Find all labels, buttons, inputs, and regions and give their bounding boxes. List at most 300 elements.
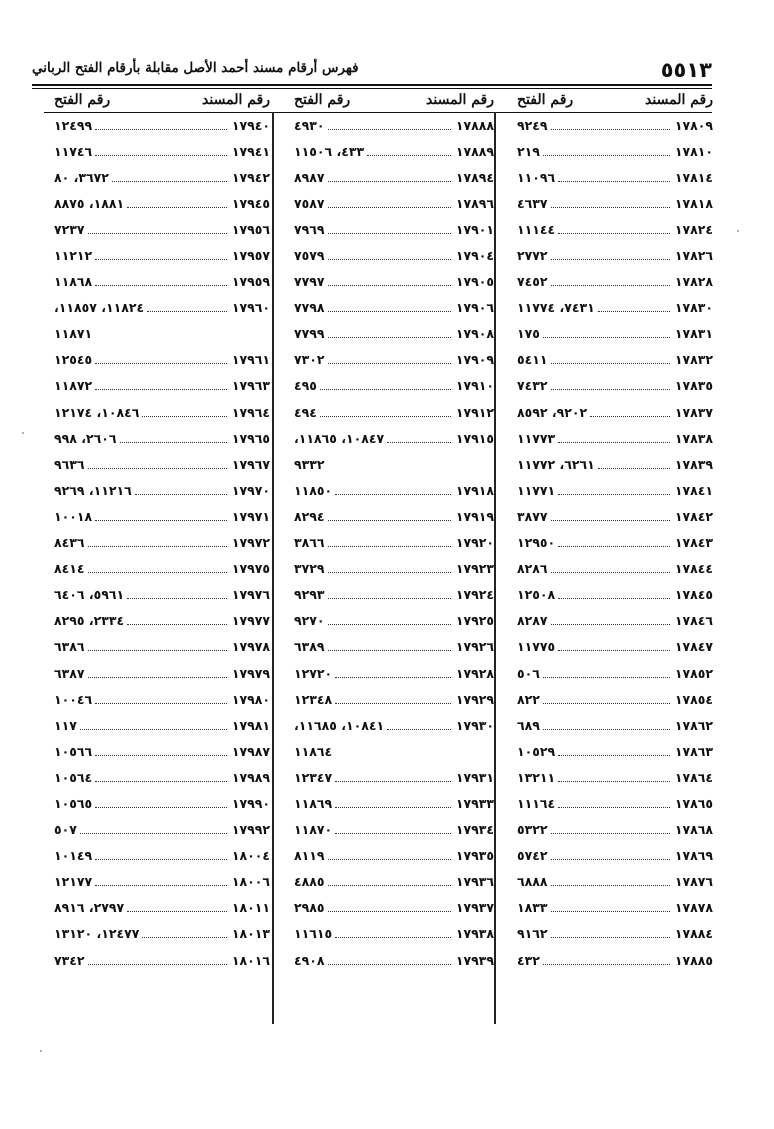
index-entry <box>294 608 494 634</box>
column-divider-right <box>494 112 496 1024</box>
index-entry <box>294 869 494 895</box>
index-entry <box>517 112 713 138</box>
musnad-number: ١٧٨٨٨ <box>455 117 494 133</box>
fath-number: ٦٣٨٩ <box>294 639 325 655</box>
dot-leader <box>95 755 227 756</box>
musnad-number: ١٧٨٨٩ <box>455 143 494 159</box>
index-entry <box>517 451 713 477</box>
musnad-number: ١٧٩١٠ <box>455 378 494 394</box>
index-entry <box>517 660 713 686</box>
musnad-number: ١٧٨٢٦ <box>674 248 713 264</box>
dot-leader <box>558 598 670 599</box>
musnad-number: ١٧٨٣٨ <box>674 430 713 446</box>
dot-leader <box>558 442 670 443</box>
fath-number: ١٠٨٤٧، ١١٨٦٥، <box>294 430 385 446</box>
fath-number: ١١٨٦٩ <box>294 795 333 811</box>
fath-number: ٩٢٤٩ <box>517 117 548 133</box>
fath-number: ٧٧٩٧ <box>294 274 325 290</box>
musnad-number: ١٧٩١٨ <box>455 482 494 498</box>
index-entry <box>294 843 494 869</box>
index-entry <box>294 556 494 582</box>
index-entry <box>517 425 713 451</box>
musnad-number: ١٧٨٩٤ <box>455 169 494 185</box>
index-entry <box>517 843 713 869</box>
fath-number: ١٢٤٩٩ <box>54 117 93 133</box>
index-entry <box>54 425 270 451</box>
index-entry <box>54 556 270 582</box>
dot-leader <box>95 885 227 886</box>
fath-number: ١١٨٧١ <box>54 326 93 342</box>
fath-number: ٤٩٠٨ <box>294 952 325 968</box>
index-entry <box>54 817 270 843</box>
column-header <box>517 88 713 112</box>
fath-number: ٧٤٣١، ١١٧٧٤ <box>517 300 595 316</box>
musnad-number: ١٧٩٣٧ <box>455 900 494 916</box>
index-entry <box>54 764 270 790</box>
scan-speck <box>737 230 739 232</box>
index-entry <box>517 947 713 973</box>
musnad-number: ١٧٨٤٤ <box>674 561 713 577</box>
index-entry <box>294 895 494 921</box>
dot-leader <box>88 572 227 573</box>
index-entry <box>517 138 713 164</box>
dot-leader <box>142 416 226 417</box>
dot-leader <box>590 416 670 417</box>
dot-leader <box>543 964 670 965</box>
index-entry <box>54 530 270 556</box>
musnad-number: ١٧٨٤٣ <box>674 535 713 551</box>
fath-number: ١١٨٦٤ <box>294 743 333 759</box>
musnad-number: ١٨٠١٦ <box>231 952 270 968</box>
fath-number: ١١٨٧٠ <box>294 822 333 838</box>
index-entry <box>294 164 494 190</box>
dot-leader <box>95 389 227 390</box>
dot-leader <box>543 337 670 338</box>
musnad-number: ١٧٩٦٠ <box>231 300 270 316</box>
dot-leader <box>88 546 227 547</box>
musnad-number: ١٧٨٦٩ <box>674 848 713 864</box>
fath-number: ٣٨٦٦ <box>294 535 325 551</box>
header-fath-number: رقم الفتح <box>517 92 574 108</box>
musnad-number: ١٧٩٢٨ <box>455 665 494 681</box>
index-entry <box>294 582 494 608</box>
header-musnad-number: رقم المسند <box>426 92 494 108</box>
fath-number: ٦٢٦١، ١١٧٧٢ <box>517 456 595 472</box>
musnad-number: ١٧٩٠٦ <box>455 300 494 316</box>
fath-number: ١١٨٦٨ <box>54 274 93 290</box>
index-entry <box>294 530 494 556</box>
index-entry <box>294 399 494 425</box>
musnad-number: ١٨٠٠٤ <box>231 848 270 864</box>
musnad-number: ١٧٨٥٢ <box>674 665 713 681</box>
fath-number: ١٨٣٣ <box>517 900 548 916</box>
index-entry <box>294 634 494 660</box>
index-entry <box>294 347 494 373</box>
index-entry <box>294 451 494 477</box>
musnad-number: ١٧٩٣٤ <box>455 822 494 838</box>
index-entry <box>517 686 713 712</box>
musnad-number: ١٧٩٠٤ <box>455 248 494 264</box>
index-entry <box>517 269 713 295</box>
fath-number: ٧٧٩٨ <box>294 300 325 316</box>
dot-leader <box>320 389 451 390</box>
fath-number: ١٠١٤٩ <box>54 848 93 864</box>
fath-number: ٨٢٨٧ <box>517 613 548 629</box>
fath-number: ١١٧٧٥ <box>517 639 556 655</box>
index-entry <box>517 164 713 190</box>
index-entry <box>294 738 494 764</box>
musnad-number: ١٧٨٩٦ <box>455 195 494 211</box>
dot-leader <box>558 181 670 182</box>
fath-number: ٢٧٩٧، ٨٩١٦ <box>54 900 125 916</box>
index-entry <box>54 843 270 869</box>
fath-number: ١٢٤٧٧، ١٣١٢٠ <box>54 926 140 942</box>
dot-leader <box>335 677 451 678</box>
index-entry <box>54 347 270 373</box>
index-entry <box>294 790 494 816</box>
musnad-number: ١٧٩٦٤ <box>231 404 270 420</box>
musnad-number: ١٧٨٤٥ <box>674 587 713 603</box>
musnad-number: ١٧٩١٢ <box>455 404 494 420</box>
column-header <box>54 88 270 112</box>
musnad-number: ١٧٩٦٣ <box>231 378 270 394</box>
dot-leader <box>328 964 451 965</box>
index-entry <box>54 477 270 503</box>
index-entry <box>517 582 713 608</box>
index-entry <box>294 216 494 242</box>
fath-number: ٦٣٨٦ <box>54 639 85 655</box>
dot-leader <box>551 885 670 886</box>
fath-number: ٦٣٨٧ <box>54 665 85 681</box>
fath-number: ٥٩٦١، ٦٤٠٦ <box>54 587 125 603</box>
musnad-number: ١٧٩٦٧ <box>231 456 270 472</box>
musnad-number: ١٧٩٢٩ <box>455 691 494 707</box>
fath-number: ٥٠٦ <box>517 665 540 681</box>
musnad-number: ١٧٩٧١ <box>231 508 270 524</box>
index-entry <box>54 790 270 816</box>
dot-leader <box>127 911 227 912</box>
musnad-number: ١٧٨٢٤ <box>674 221 713 237</box>
fath-number: ٧٧٩٩ <box>294 326 325 342</box>
dot-leader <box>147 311 227 312</box>
index-entry <box>54 190 270 216</box>
index-entry <box>294 425 494 451</box>
dot-leader <box>551 259 670 260</box>
fath-number: ١٢٣٤٨ <box>294 691 333 707</box>
fath-number: ٨٩٨٧ <box>294 169 325 185</box>
index-entry <box>54 869 270 895</box>
musnad-number: ١٨٠١١ <box>231 900 270 916</box>
dot-leader <box>558 807 670 808</box>
musnad-number: ١٧٩٣٩ <box>455 952 494 968</box>
index-entry <box>54 738 270 764</box>
index-entry <box>294 712 494 738</box>
fath-number: ١١٧٧١ <box>517 482 556 498</box>
musnad-number: ١٨٠١٣ <box>231 926 270 942</box>
fath-number: ١١٢١٦، ٩٢٦٩ <box>54 482 132 498</box>
index-entry <box>517 190 713 216</box>
musnad-number: ١٧٩٢٤ <box>455 587 494 603</box>
musnad-number: ١٧٩٢٥ <box>455 613 494 629</box>
fath-number: ٢٧٧٢ <box>517 248 548 264</box>
fath-number: ٣٦٧٢، ٨٠ <box>54 169 109 185</box>
fath-number: ١١١٤٤ <box>517 221 556 237</box>
dot-leader <box>558 781 670 782</box>
musnad-number: ١٧٩٧٩ <box>231 665 270 681</box>
index-entry <box>54 947 270 973</box>
musnad-number: ١٧٨٣٢ <box>674 352 713 368</box>
musnad-number: ١٧٩٢٦ <box>455 639 494 655</box>
dot-leader <box>95 781 227 782</box>
musnad-number: ١٧٩٥٧ <box>231 248 270 264</box>
column-divider-left <box>272 112 274 1024</box>
index-column-middle <box>294 88 494 973</box>
fath-number: ١٠٥٦٥ <box>54 795 93 811</box>
fath-number: ٤٩٤ <box>294 404 317 420</box>
musnad-number: ١٧٨٤٧ <box>674 639 713 655</box>
index-entry <box>294 190 494 216</box>
index-entry <box>294 242 494 268</box>
index-entry <box>54 164 270 190</box>
index-entry <box>517 477 713 503</box>
dot-leader <box>551 937 670 938</box>
fath-number: ٥٤١١ <box>517 352 548 368</box>
dot-leader <box>95 520 227 521</box>
musnad-number: ١٧٩٦١ <box>231 352 270 368</box>
index-entry <box>517 869 713 895</box>
index-entry <box>54 242 270 268</box>
musnad-number: ١٧٩٥٦ <box>231 221 270 237</box>
dot-leader <box>335 833 451 834</box>
dot-leader <box>88 650 227 651</box>
dot-leader <box>551 859 670 860</box>
musnad-number: ١٧٨٨٤ <box>674 926 713 942</box>
index-entry <box>517 295 713 321</box>
dot-leader <box>127 598 227 599</box>
fath-number: ٤٨٨٥ <box>294 874 325 890</box>
dot-leader <box>88 964 227 965</box>
musnad-number: ١٧٨٦٣ <box>674 743 713 759</box>
dot-leader <box>558 546 670 547</box>
dot-leader <box>551 207 670 208</box>
musnad-number: ١٧٨٤١ <box>674 482 713 498</box>
index-entry <box>54 295 270 321</box>
dot-leader <box>335 807 451 808</box>
index-entry <box>54 399 270 425</box>
fath-number: ٢١٩ <box>517 143 540 159</box>
dot-leader <box>328 337 451 338</box>
index-entry <box>54 921 270 947</box>
musnad-number: ١٧٩٧٠ <box>231 482 270 498</box>
fath-number: ١٢٣٤٧ <box>294 769 333 785</box>
page-number: ٥٥١٣ <box>660 58 712 82</box>
musnad-number: ١٧٩٣٦ <box>455 874 494 890</box>
fath-number: ٢٩٨٥ <box>294 900 325 916</box>
fath-number: ١٣٢١١ <box>517 769 556 785</box>
dot-leader <box>543 703 670 704</box>
index-entry <box>517 242 713 268</box>
index-entry <box>294 503 494 529</box>
index-entry <box>294 921 494 947</box>
dot-leader <box>387 729 451 730</box>
dot-leader <box>95 859 227 860</box>
fath-number: ١١٠٩٦ <box>517 169 556 185</box>
musnad-number: ١٧٩٢٠ <box>455 535 494 551</box>
fath-number: ١١٧٧٣ <box>517 430 556 446</box>
fath-number: ٨٢٩٤ <box>294 508 325 524</box>
musnad-number: ١٧٨٥٤ <box>674 691 713 707</box>
musnad-number: ١٧٩٧٥ <box>231 561 270 577</box>
index-entry <box>54 112 270 138</box>
index-entry <box>294 660 494 686</box>
index-entry <box>517 608 713 634</box>
musnad-number: ١٧٩٠١ <box>455 221 494 237</box>
dot-leader <box>551 389 670 390</box>
musnad-number: ١٧٨٣٩ <box>674 456 713 472</box>
dot-leader <box>558 233 670 234</box>
index-entry <box>294 295 494 321</box>
fath-number: ٩٢٩٣ <box>294 587 325 603</box>
page-header <box>32 56 712 82</box>
fath-number: ١٢٧٢٠ <box>294 665 333 681</box>
dot-leader <box>120 442 227 443</box>
musnad-number: ١٧٨٧٨ <box>674 900 713 916</box>
index-entry <box>517 373 713 399</box>
dot-leader <box>88 233 227 234</box>
index-entry <box>54 660 270 686</box>
dot-leader <box>551 363 670 364</box>
dot-leader <box>328 181 451 182</box>
header-fath-number: رقم الفتح <box>54 92 111 108</box>
fath-number: ٤٩٣٠ <box>294 117 325 133</box>
index-entry <box>517 738 713 764</box>
index-entry <box>294 477 494 503</box>
dot-leader <box>328 233 451 234</box>
fath-number: ٧٣٤٢ <box>54 952 85 968</box>
musnad-number: ١٧٨٣٠ <box>674 300 713 316</box>
fath-number: ٧٥٨٧ <box>294 195 325 211</box>
dot-leader <box>80 729 227 730</box>
index-entry <box>517 895 713 921</box>
musnad-number: ١٧٩٩٠ <box>231 795 270 811</box>
dot-leader <box>88 677 227 678</box>
index-entry <box>54 895 270 921</box>
fath-number: ٩٢٠٢، ٨٥٩٢ <box>517 404 588 420</box>
fath-number: ٧٣٠٢ <box>294 352 325 368</box>
fath-number: ١٠٠١٨ <box>54 508 93 524</box>
dot-leader <box>95 807 227 808</box>
fath-number: ٦٨٨٨ <box>517 874 548 890</box>
dot-leader <box>328 546 451 547</box>
fath-number: ٤٩٥ <box>294 378 317 394</box>
index-entry <box>54 451 270 477</box>
dot-leader <box>328 650 451 651</box>
musnad-number: ١٧٨٦٤ <box>674 769 713 785</box>
dot-leader <box>335 781 451 782</box>
dot-leader <box>328 520 451 521</box>
fath-number: ٧٤٥٢ <box>517 274 548 290</box>
index-entry <box>54 634 270 660</box>
musnad-number: ١٧٨٣١ <box>674 326 713 342</box>
index-entry <box>54 712 270 738</box>
musnad-number: ١٧٨٣٥ <box>674 378 713 394</box>
dot-leader <box>328 129 451 130</box>
dot-leader <box>328 207 451 208</box>
index-entry <box>517 503 713 529</box>
index-entry <box>294 321 494 347</box>
dot-leader <box>551 520 670 521</box>
fath-number: ١٠٨٤٦، ١٢١٧٤ <box>54 404 140 420</box>
dot-leader <box>328 285 451 286</box>
dot-leader <box>598 468 670 469</box>
dot-leader <box>95 363 227 364</box>
dot-leader <box>558 755 670 756</box>
dot-leader <box>551 129 670 130</box>
fath-number: ١٠٨٤١، ١١٦٨٥، <box>294 717 385 733</box>
column-header <box>294 88 494 112</box>
fath-number: ١٢٥٠٨ <box>517 587 556 603</box>
musnad-number: ١٨٠٠٦ <box>231 874 270 890</box>
index-entry <box>294 138 494 164</box>
musnad-number: ١٧٨٤٦ <box>674 613 713 629</box>
fath-number: ١٧٥ <box>517 326 540 342</box>
index-rows <box>294 112 494 973</box>
index-entry <box>294 686 494 712</box>
musnad-number: ١٧٨٨٥ <box>674 952 713 968</box>
dot-leader <box>127 207 227 208</box>
index-entry <box>54 216 270 242</box>
dot-leader <box>95 703 227 704</box>
dot-leader <box>335 937 451 938</box>
musnad-number: ١٧٨٢٨ <box>674 274 713 290</box>
fath-number: ٣٨٧٧ <box>517 508 548 524</box>
dot-leader <box>320 416 451 417</box>
musnad-number: ١٧٨١٠ <box>674 143 713 159</box>
musnad-number: ١٧٩٧٢ <box>231 535 270 551</box>
dot-leader <box>328 885 451 886</box>
dot-leader <box>95 259 227 260</box>
musnad-number: ١٧٩٧٦ <box>231 587 270 603</box>
index-entry <box>517 530 713 556</box>
musnad-number: ١٧٩١٩ <box>455 508 494 524</box>
header-rule-thick <box>32 84 712 86</box>
fath-number: ٦٨٩ <box>517 717 540 733</box>
dot-leader <box>558 494 670 495</box>
fath-number: ١٢١٧٧ <box>54 874 93 890</box>
fath-number: ١١٧ <box>54 717 77 733</box>
dot-leader <box>551 572 670 573</box>
musnad-number: ١٧٩٤٥ <box>231 195 270 211</box>
index-entry <box>54 686 270 712</box>
fath-number: ١٨٨١، ٨٨٧٥ <box>54 195 125 211</box>
dot-leader <box>88 468 227 469</box>
musnad-number: ١٧٩٣١ <box>455 769 494 785</box>
fath-number: ٧٢٣٧ <box>54 221 85 237</box>
fath-number: ١١٨٥٠ <box>294 482 333 498</box>
dot-leader <box>328 624 451 625</box>
musnad-number: ١٧٩٠٥ <box>455 274 494 290</box>
dot-leader <box>95 129 227 130</box>
fath-number: ١١١٦٤ <box>517 795 556 811</box>
dot-leader <box>328 363 451 364</box>
dot-leader <box>387 442 451 443</box>
dot-leader <box>95 285 227 286</box>
fath-number: ١١٨٧٢ <box>54 378 93 394</box>
index-entry <box>517 399 713 425</box>
musnad-number: ١٧٨٦٥ <box>674 795 713 811</box>
fath-number: ١٠٥٦٤ <box>54 769 93 785</box>
dot-leader <box>328 259 451 260</box>
